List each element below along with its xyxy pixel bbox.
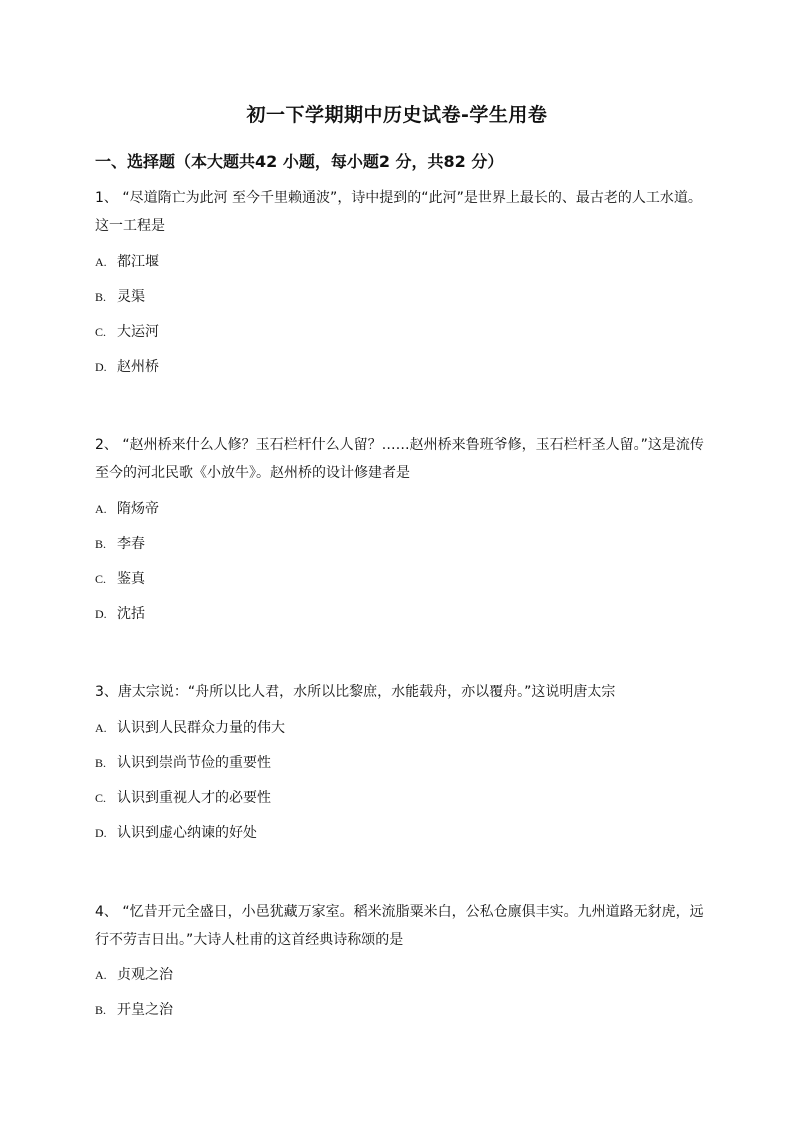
question-3-option-d — [95, 823, 257, 843]
option-text: 隋炀帝 — [117, 501, 159, 517]
section-heading: 一、选择题（本大题共42 小题，每小题2 分，共82 分） — [95, 152, 504, 171]
question-4-stem: 4、 “忆昔开元全盛日，小邑犹藏万家室。稻米流脂粟米白，公私仓廪俱丰实。九州道路无豺虎，远行不劳吉日出。”大诗人杜甫的这首经典诗称颂的是 — [95, 904, 704, 948]
option-label: D. — [95, 826, 107, 840]
option-label: D. — [95, 360, 107, 374]
page-title: 初一下学期期中历史试卷-学生用卷 — [246, 104, 548, 126]
option-label: B. — [95, 1003, 107, 1017]
question-1-option-b — [95, 287, 145, 307]
question-2-stem: 2、 “赵州桥来什么人修？玉石栏杆什么人留？……赵州桥来鲁班爷修，玉石栏杆圣人留。”这是流传至今的河北民歌《小放牛》。赵州桥的设计修建者是 — [95, 437, 704, 481]
question-4-option-b — [95, 1000, 173, 1020]
question-1-option-a — [95, 252, 159, 272]
option-label: A. — [95, 255, 107, 269]
option-text: 鉴真 — [117, 571, 145, 587]
option-label: A. — [95, 968, 107, 982]
option-label: B. — [95, 537, 107, 551]
option-label: B. — [95, 756, 107, 770]
question-3-stem: 3、唐太宗说：“舟所以比人君，水所以比黎庶，水能载舟，亦以覆舟。”这说明唐太宗 — [95, 684, 616, 700]
question-3-option-a — [95, 718, 285, 738]
option-text: 灵渠 — [117, 289, 145, 305]
question-2-option-b — [95, 534, 145, 554]
question-1-stem: 1、 “尽道隋亡为此河 至今千里赖通波”，诗中提到的“此河”是世界上最长的、最古老的人工水道。这一工程是 — [95, 190, 702, 234]
option-text: 认识到人民群众力量的伟大 — [117, 720, 285, 736]
option-text: 认识到崇尚节俭的重要性 — [117, 755, 271, 771]
question-1-option-c — [95, 322, 159, 342]
question-2-option-d — [95, 604, 145, 624]
option-text: 大运河 — [117, 324, 159, 340]
option-text: 认识到虚心纳谏的好处 — [117, 825, 257, 841]
option-label: A. — [95, 502, 107, 516]
option-label: B. — [95, 290, 107, 304]
option-label: D. — [95, 607, 107, 621]
option-text: 都江堰 — [117, 254, 159, 270]
option-text: 赵州桥 — [117, 359, 159, 375]
option-text: 沈括 — [117, 606, 145, 622]
question-3-option-b — [95, 753, 271, 773]
question-1-option-d — [95, 357, 159, 377]
question-2-option-c — [95, 569, 145, 589]
option-text: 李春 — [117, 536, 145, 552]
question-2-option-a — [95, 499, 159, 519]
option-label: A. — [95, 721, 107, 735]
question-4-option-a — [95, 965, 173, 985]
option-text: 开皇之治 — [117, 1002, 173, 1018]
option-text: 认识到重视人才的必要性 — [117, 790, 271, 806]
question-3-option-c — [95, 788, 271, 808]
option-label: C. — [95, 325, 107, 339]
option-text: 贞观之治 — [117, 967, 173, 983]
option-label: C. — [95, 791, 107, 805]
option-label: C. — [95, 572, 107, 586]
